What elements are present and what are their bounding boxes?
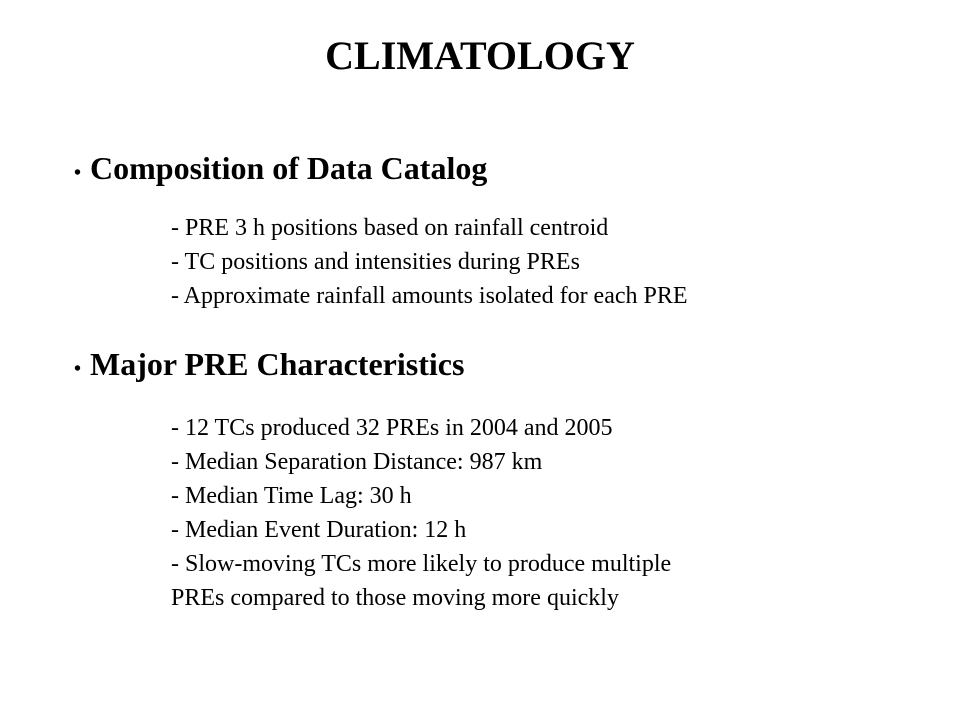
list-item: - Slow-moving TCs more likely to produce multiple [171, 551, 672, 577]
bullet-list [171, 211, 934, 313]
list-item: - Median Event Duration: 12 h [171, 517, 467, 543]
bullet-icon: • [74, 162, 82, 184]
list-item: - PRE 3 h positions based on rainfall centroid [171, 215, 609, 241]
slide-title: CLIMATOLOGY [325, 33, 635, 78]
section-data-catalog [74, 148, 934, 313]
list-item: - 12 TCs produced 32 PREs in 2004 and 2005 [171, 415, 613, 441]
list-item: - TC positions and intensities during PREs [171, 249, 580, 275]
bullet-icon: • [74, 358, 82, 380]
section-heading-text: Major PRE Characteristics [90, 346, 465, 382]
section-heading-text: Composition of Data Catalog [90, 150, 488, 186]
section-pre-characteristics [74, 344, 934, 615]
bullet-list [171, 411, 934, 615]
list-item: - Approximate rainfall amounts isolated for each PRE [171, 283, 688, 309]
section-heading [74, 344, 934, 389]
list-item: - Median Separation Distance: 987 km [171, 449, 543, 475]
list-item: - Median Time Lag: 30 h [171, 483, 412, 509]
list-item: PREs compared to those moving more quickly [171, 585, 619, 611]
section-heading [74, 148, 934, 193]
